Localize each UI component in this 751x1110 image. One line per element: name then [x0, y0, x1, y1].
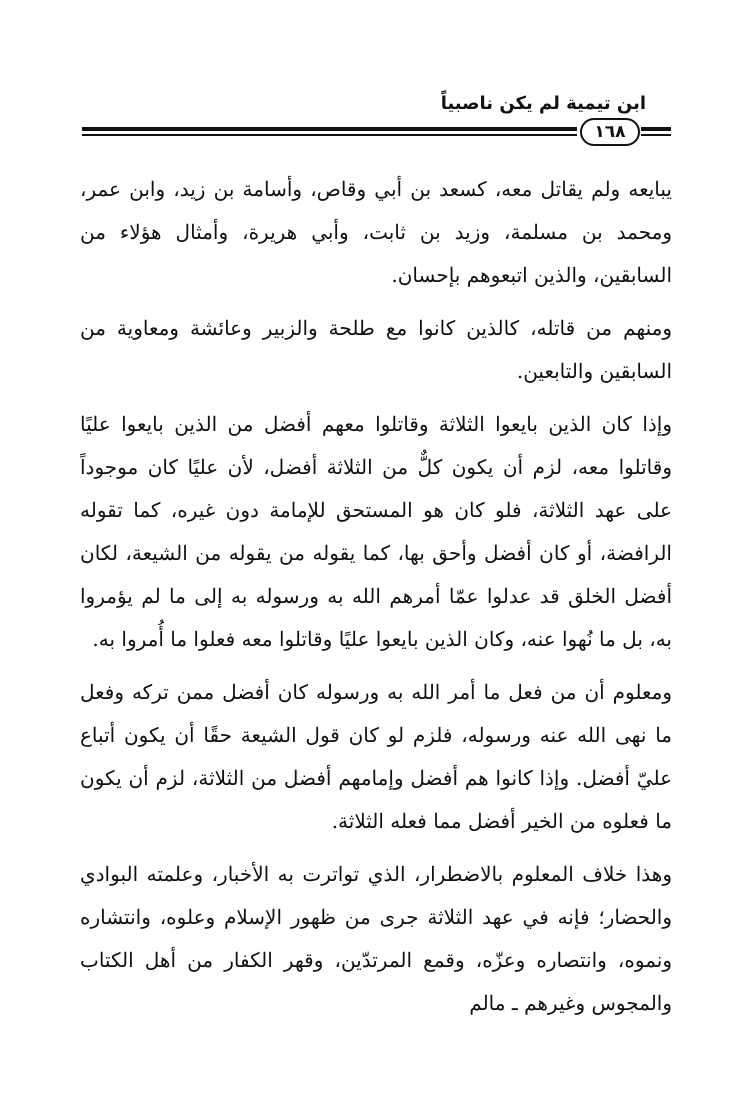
- header-rule-right-thick: [641, 127, 671, 131]
- running-title: ابن تيمية لم يكن ناصبياً: [440, 93, 646, 114]
- paragraph-5: وهذا خلاف المعلوم بالاضطرار، الذي تواترت به الأخبار، وعلمته البوادي والحضار؛ فإنه في عهد الثلاثة جرى من ظهور الإسلام وعلوه، وانتشاره ونموه، وانتصاره وعزّه، وقمع المرتدّين، وقهر الكفار من أهل الكتاب والمجوس وغيرهم ـ مالم: [80, 862, 673, 1015]
- header-rule-thin: [82, 134, 577, 136]
- paragraph-1: يبايعه ولم يقاتل معه، كسعد بن أبي وقاص، وأسامة بن زيد، وابن عمر، ومحمد بن مسلمة، وزيد بن ثابت، وأبي هريرة، وأمثال هؤلاء من السابقين، والذين اتبعوهم بإحسان.: [80, 177, 672, 287]
- page-number: ١٦٨: [580, 118, 640, 146]
- header-rule-thick: [82, 127, 577, 131]
- text-body: [80, 168, 672, 1025]
- header-rule-right-thin: [641, 134, 671, 136]
- paragraph-4: ومعلوم أن من فعل ما أمر الله به ورسوله كان أفضل ممن تركه وفعل ما نهى الله عنه ورسوله، فلزم لو كان قول الشيعة حقًا أن يكون أتباع عليّ أفضل. وإذا كانوا هم أفضل وإمامهم أفضل من الثلاثة، لزم أن يكون ما فعلوه من الخير أفضل مما فعله الثلاثة.: [80, 680, 672, 833]
- paragraph-3: وإذا كان الذين بايعوا الثلاثة وقاتلوا معهم أفضل من الذين بايعوا عليًا وقاتلوا معه، لزم أن يكون كلٌّ من الثلاثة أفضل، لأن عليًا كان موجوداً على عهد الثلاثة، فلو كان هو المستحق للإمامة دون غيره، كما تقوله الرافضة، أو كان أفضل وأحق بها، كما يقوله من يقوله من الشيعة، لكان أفضل الخلق قد عدلوا عمّا أمرهم الله به ورسوله به إلى ما لم يؤمروا به، بل ما نُهوا عنه، وكان الذين بايعوا عليًا وقاتلوا معه فعلوا ما أُمروا به.: [80, 412, 672, 651]
- paragraph-2: ومنهم من قاتله، كالذين كانوا مع طلحة والزبير وعائشة ومعاوية من السابقين والتابعين.: [80, 316, 673, 383]
